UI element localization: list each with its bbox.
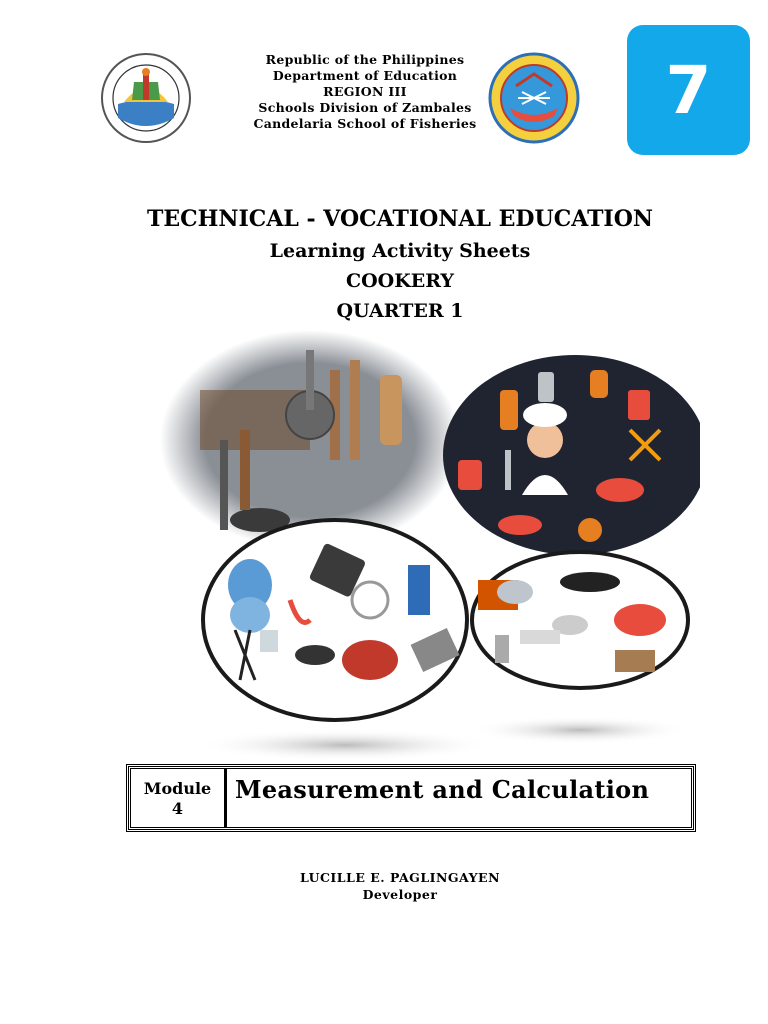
- header-line-region: REGION III: [323, 84, 407, 99]
- module-number: 4: [171, 799, 184, 818]
- developer-name: LUCILLE E. PAGLINGAYEN: [299, 870, 501, 885]
- school-seal-logo: [488, 52, 580, 144]
- module-label: Module: [143, 779, 212, 798]
- series-title: Learning Activity Sheets: [269, 240, 531, 262]
- utensils-photo-circle: [160, 330, 460, 550]
- module-number-cell: [131, 769, 227, 827]
- quarter-title: QUARTER 1: [336, 300, 464, 322]
- kitchen-appliances-photo-circle: [472, 552, 688, 688]
- header-line-republic: Republic of the Philippines: [265, 52, 465, 67]
- deped-seal-logo: [100, 52, 192, 144]
- module-title: Measurement and Calculation: [235, 775, 650, 804]
- subject-title: COOKERY: [346, 270, 454, 292]
- module-title-box: [128, 766, 694, 830]
- kitchen-tools-photo-circle: [203, 520, 467, 720]
- header-line-department: Department of Education: [272, 68, 458, 83]
- header-line-school: Candelaria School of Fisheries: [253, 116, 477, 131]
- kitchen-tools-collage: [160, 330, 700, 760]
- main-title: TECHNICAL - VOCATIONAL EDUCATION: [146, 206, 654, 232]
- chef-illustration-circle: [443, 355, 700, 555]
- grade-level-badge: 7: [627, 25, 750, 155]
- header-line-division: Schools Division of Zambales: [258, 100, 472, 115]
- header-institution-block: [240, 52, 490, 132]
- developer-role: Developer: [362, 887, 438, 902]
